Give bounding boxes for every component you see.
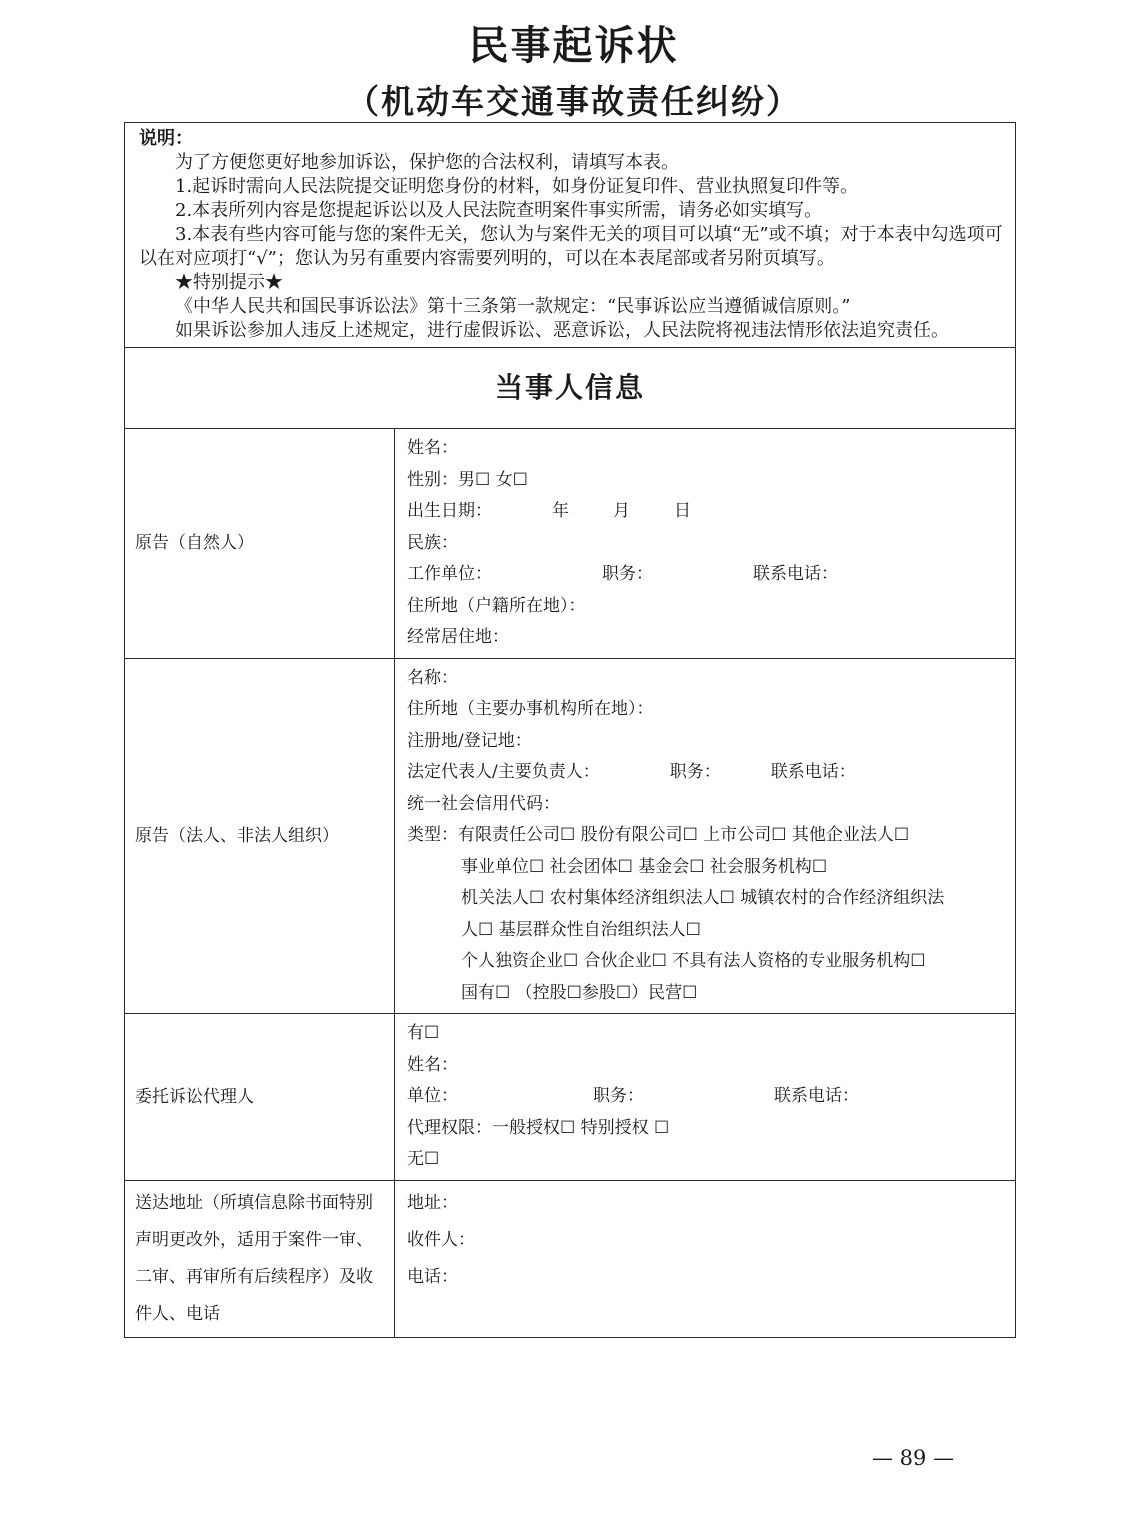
agent-authority-field[interactable]: 代理权限：一般授权☐ 特别授权 ☐ (407, 1117, 670, 1138)
domicile-field[interactable]: 住所地（户籍所在地）： (407, 595, 586, 616)
plaintiff-person-label: 原告（自然人） (125, 429, 395, 658)
phone-label: 联系电话： (753, 564, 838, 584)
agent-unit-label: 单位： (407, 1086, 458, 1106)
gender-field[interactable]: 性别：男☐ 女☐ (407, 469, 528, 490)
registration-field[interactable]: 注册地/登记地： (407, 730, 532, 751)
day-label: 日 (674, 501, 691, 521)
instruction-line: 2.本表所列内容是您提起诉讼以及人民法院查明案件事实所需，请务必如实填写。 (175, 200, 823, 221)
position-label: 职务： (602, 564, 653, 584)
birth-date-field[interactable] (407, 496, 1005, 528)
org-type-line[interactable]: 类型：有限责任公司☐ 股份有限公司☐ 上市公司☐ 其他企业法人☐ (407, 825, 910, 845)
org-type-line[interactable]: 机关法人☐ 农村集体经济组织法人☐ 城镇农村的合作经济组织法 (461, 888, 945, 908)
instruction-line: 如果诉讼参加人违反上述规定，进行虚假诉讼、恶意诉讼，人民法院将视违法情形依法追究责任。 (175, 320, 949, 341)
instruction-line: 为了方便您更好地参加诉讼，保护您的合法权利，请填写本表。 (175, 152, 679, 173)
agent-unit-field[interactable] (407, 1081, 1005, 1113)
row-service-address (125, 1181, 1015, 1337)
service-recipient-field[interactable]: 收件人： (407, 1229, 475, 1250)
row-agent (125, 1014, 1015, 1181)
org-type-line[interactable]: 个人独资企业☐ 合伙企业☐ 不具有法人资格的专业服务机构☐ (461, 951, 926, 971)
instruction-line: 3.本表有些内容可能与您的案件无关，您认为与案件无关的项目可以填“无”或不填；对于本表中勾选项可以在对应项打“√”；您认为另有重要内容需要列明的，可以在本表尾部或者另附页填写。 (139, 224, 1003, 269)
credit-code-field[interactable]: 统一社会信用代码： (407, 793, 560, 814)
plaintiff-person-fields (395, 429, 1015, 658)
month-label: 月 (613, 501, 630, 521)
row-plaintiff-person (125, 429, 1015, 659)
representative-label: 法定代表人/主要负责人： (407, 762, 600, 782)
service-address-fields (395, 1181, 1015, 1337)
special-notice-heading: ★特别提示★ (175, 272, 283, 293)
page-number: — 89 — (872, 1446, 955, 1470)
plaintiff-org-label: 原告（法人、非法人组织） (125, 659, 395, 1014)
employer-label: 工作单位： (407, 564, 492, 584)
org-name-field[interactable]: 名称： (407, 667, 458, 688)
agent-name-field[interactable]: 姓名： (407, 1054, 458, 1075)
party-info-heading: 当事人信息 (125, 348, 1015, 429)
plaintiff-org-fields (395, 659, 1015, 1014)
representative-field[interactable] (407, 757, 1005, 789)
year-label: 年 (552, 501, 569, 521)
agent-has-checkbox[interactable]: 有☐ (407, 1023, 440, 1043)
document-title: 民事起诉状 (468, 22, 679, 69)
row-plaintiff-org (125, 659, 1015, 1015)
complaint-form (124, 122, 1016, 1338)
employer-field[interactable] (407, 559, 1005, 591)
ethnicity-field[interactable]: 民族： (407, 532, 458, 553)
instruction-line: 1.起诉时需向人民法院提交证明您身份的材料，如身份证复印件、营业执照复印件等。 (175, 176, 859, 197)
instructions-heading: 说明： (139, 128, 193, 149)
instruction-line: 《中华人民共和国民事诉讼法》第十三条第一款规定：“民事诉讼应当遵循诚信原则。” (175, 296, 851, 317)
residence-field[interactable]: 经常居住地： (407, 627, 509, 647)
name-field[interactable]: 姓名： (407, 438, 458, 458)
agent-position-label: 职务： (593, 1086, 644, 1106)
agent-label: 委托诉讼代理人 (125, 1014, 395, 1180)
org-type-line[interactable]: 事业单位☐ 社会团体☐ 基金会☐ 社会服务机构☐ (461, 856, 828, 877)
service-address-field[interactable]: 地址： (407, 1192, 458, 1213)
document-subtitle: （机动车交通事故责任纠纷） (346, 82, 801, 121)
agent-fields (395, 1014, 1015, 1180)
org-type-line[interactable]: 国有☐ （控股☐参股☐）民营☐ (461, 982, 698, 1003)
service-address-label: 送达地址（所填信息除书面特别声明更改外，适用于案件一审、二审、再审所有后续程序）及收件人、电话 (125, 1181, 395, 1337)
org-position-label: 职务： (669, 762, 721, 782)
service-phone-field[interactable]: 电话： (407, 1266, 458, 1287)
org-phone-label: 联系电话： (770, 762, 856, 782)
instructions-block (125, 123, 1015, 348)
birth-date-label: 出生日期： (407, 501, 492, 521)
org-address-field[interactable]: 住所地（主要办事机构所在地）： (407, 699, 654, 719)
org-type-line[interactable]: 人☐ 基层群众性自治组织法人☐ (461, 919, 701, 940)
agent-phone-label: 联系电话： (774, 1086, 859, 1106)
agent-none-checkbox[interactable]: 无☐ (407, 1149, 440, 1169)
